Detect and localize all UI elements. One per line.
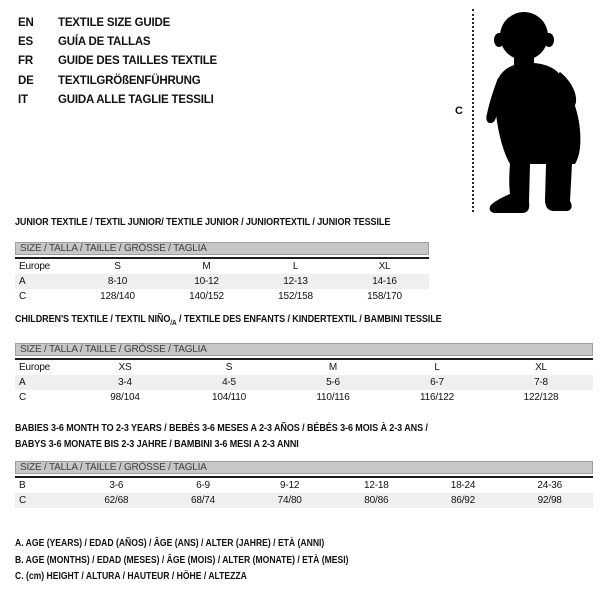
children-heading-text: CHILDREN'S TEXTILE / TEXTIL NIÑO (15, 313, 171, 325)
table-cell: M (202, 261, 211, 272)
row-label: C (19, 392, 27, 403)
height-measure-dotted-line (472, 9, 474, 212)
table-row (15, 493, 593, 508)
language-title: GUIDA ALLE TAGLIE TESSILI (58, 94, 214, 107)
table-cell: 3-6 (109, 480, 124, 491)
table-row (15, 478, 593, 493)
row-label: Europe (19, 261, 51, 272)
table-cell: 92/98 (537, 495, 562, 506)
language-code: EN (18, 16, 34, 29)
junior-size-bar: SIZE / TALLA / TAILLE / GRÖSSE / TAGLIA (15, 242, 429, 255)
table-cell: 74/80 (277, 495, 302, 506)
junior-section-heading: JUNIOR TEXTILE / TEXTIL JUNIOR/ TEXTILE JUNIOR / JUNIORTEXTIL / JUNIOR TESSILE (15, 216, 391, 228)
table-cell: 7-8 (534, 377, 548, 388)
table-cell: 122/128 (523, 392, 559, 403)
junior-table-body (15, 257, 429, 304)
table-cell: 4-5 (222, 377, 236, 388)
children-heading-text: / TEXTILE DES ENFANTS / KINDERTEXTIL / BAMBINI TESSILE (176, 313, 442, 325)
table-cell: 140/152 (189, 291, 224, 302)
language-title: GUIDE DES TAILLES TEXTILE (58, 55, 217, 68)
table-row (15, 375, 593, 390)
table-cell: 158/170 (367, 291, 402, 302)
babies-size-table (15, 461, 593, 508)
babies-heading-line2: BABYS 3-6 MONATE BIS 2-3 JAHRE / BAMBINI 3-6 MESI A 2-3 ANNI (15, 438, 299, 450)
language-title: TEXTILGRÖßENFÜHRUNG (58, 74, 201, 87)
language-code: DE (18, 74, 34, 87)
babies-table-body (15, 476, 593, 508)
table-cell: 6-9 (196, 480, 210, 491)
row-label: Europe (19, 362, 51, 373)
legend-notes (15, 536, 403, 586)
row-label: B (19, 480, 26, 491)
row-label: A (19, 377, 26, 388)
table-row (15, 390, 593, 405)
language-row (18, 71, 217, 90)
table-cell: XL (535, 362, 547, 373)
language-row (18, 13, 217, 32)
table-cell: 6-7 (430, 377, 444, 388)
children-table-body (15, 358, 593, 405)
table-cell: 110/116 (316, 392, 350, 403)
language-code: FR (18, 55, 33, 68)
language-code: ES (18, 36, 33, 49)
table-cell: L (292, 261, 299, 272)
table-row (15, 274, 429, 289)
table-cell: 9-12 (280, 480, 300, 491)
language-list (18, 13, 217, 110)
table-cell: 18-24 (450, 480, 476, 491)
table-cell: 3-4 (118, 377, 132, 388)
table-cell: 62/68 (104, 495, 129, 506)
language-row (18, 32, 217, 51)
table-cell: 5-6 (326, 377, 340, 388)
table-row (15, 289, 429, 304)
table-cell: XS (118, 362, 132, 373)
table-cell: 116/122 (419, 392, 454, 403)
table-cell: 86/92 (450, 495, 475, 506)
language-row (18, 52, 217, 71)
table-cell: 68/74 (190, 495, 215, 506)
baby-silhouette-icon (486, 6, 598, 214)
legend-note-a: A. AGE (YEARS) / EDAD (AÑOS) / ÂGE (ANS) / ALTER (JAHRE) / ETÀ (ANNI) (15, 538, 325, 549)
table-row (15, 360, 593, 375)
height-measure-label: C (455, 105, 463, 117)
children-size-table (15, 343, 593, 405)
table-row (15, 259, 429, 274)
table-cell: 104/110 (211, 392, 246, 403)
table-cell: S (225, 362, 233, 373)
table-cell: L (434, 362, 440, 373)
language-row (18, 91, 217, 110)
babies-size-bar: SIZE / TALLA / TAILLE / GRÖSSE / TAGLIA (15, 461, 593, 474)
table-cell: 128/140 (100, 291, 135, 302)
babies-heading-line1: BABIES 3-6 MONTH TO 2-3 YEARS / BEBÉS 3-6 MESES A 2-3 AÑOS / BÉBÉS 3-6 MOIS À 2-3 ANS / (15, 422, 428, 434)
row-label: A (19, 276, 26, 287)
table-cell: 80/86 (364, 495, 389, 506)
row-label: C (19, 291, 27, 302)
table-cell: 14-16 (372, 276, 397, 287)
table-cell: 12-13 (283, 276, 308, 287)
junior-size-table (15, 242, 429, 304)
table-cell: 152/158 (278, 291, 313, 302)
table-cell: 98/104 (110, 392, 140, 403)
table-cell: 10-12 (194, 276, 219, 287)
children-heading-sub: /A (170, 318, 177, 328)
table-cell: M (328, 362, 338, 373)
language-code: IT (18, 94, 28, 107)
language-title: TEXTILE SIZE GUIDE (58, 16, 171, 29)
table-cell: 24-36 (537, 480, 562, 491)
legend-note-c: C. (cm) HEIGHT / ALTURA / HAUTEUR / HÖHE / ALTEZZA (15, 571, 247, 582)
table-cell: 12-18 (364, 480, 389, 491)
language-title: GUÍA DE TALLAS (58, 36, 151, 49)
table-cell: 8-10 (107, 276, 128, 287)
row-label: C (19, 495, 27, 506)
children-section-heading (15, 313, 442, 329)
children-size-bar: SIZE / TALLA / TAILLE / GRÖSSE / TAGLIA (15, 343, 593, 356)
babies-section-heading (15, 420, 428, 452)
legend-note-b: B. AGE (MONTHS) / EDAD (MESES) / ÂGE (MOIS) / ALTER (MONATE) / ETÀ (MESI) (15, 554, 349, 566)
table-cell: XL (378, 261, 391, 272)
table-cell: S (114, 261, 121, 272)
